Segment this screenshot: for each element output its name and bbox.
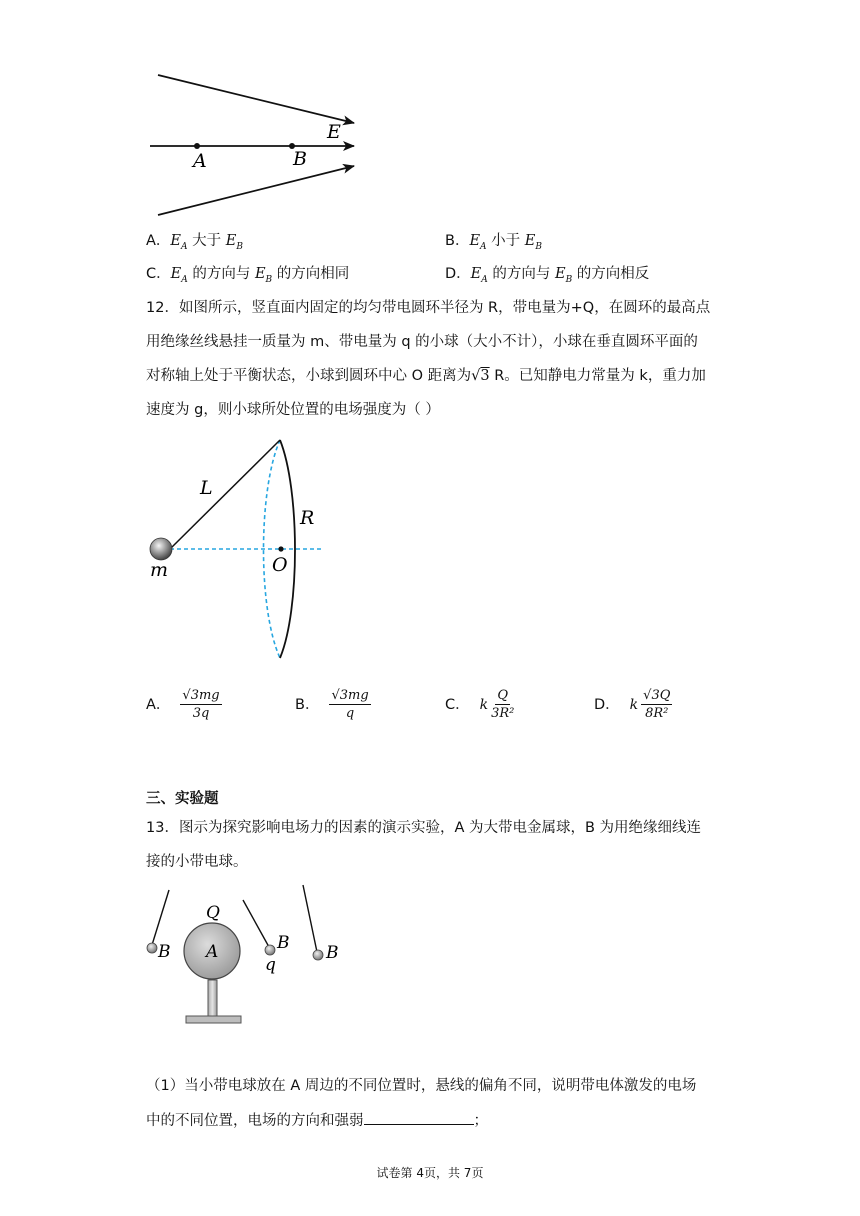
q12-option-a: A． $\frac{√3mg}{3q}$: [146, 688, 220, 721]
q11-option-a: A．$E_A$ 大于 $E_B$: [146, 233, 243, 252]
small-ball-b-1: [147, 943, 157, 953]
q12-line-3: 对称轴上处于平衡状态，小球到圆环中心 O 距离为√3 R。已知静电力常量为 k，重力加: [146, 368, 706, 384]
answer-blank[interactable]: [364, 1110, 474, 1125]
q13-part1-line-1: （1）当小带电球放在 A 周边的不同位置时，悬线的偏角不同，说明带电体激发的电场: [146, 1078, 697, 1094]
stand-base: [186, 1016, 241, 1023]
field-line-bottom: [158, 166, 354, 215]
label-a: A: [193, 150, 207, 172]
label-m: m: [150, 559, 169, 581]
fraction: $\frac{√3mg}{3q}$: [182, 688, 220, 721]
thread-1: [152, 890, 169, 945]
point-a-dot: [194, 143, 200, 149]
q11-option-d: D．$E_A$ 的方向与 $E_B$ 的方向相反: [445, 266, 650, 285]
q12-line-4: 速度为 g，则小球所处位置的电场强度为（ ）: [146, 402, 440, 418]
field-line-top: [158, 75, 354, 123]
q13-part1-line-2: 中的不同位置，电场的方向和强弱 ；: [146, 1110, 488, 1131]
small-ball-b-3: [313, 950, 323, 960]
field-lines-figure: [140, 65, 370, 225]
stand-pole: [208, 980, 217, 1016]
fraction: $\frac{√3mg}{q}$: [331, 688, 369, 721]
q13-line-2: 接的小带电球。: [146, 854, 248, 870]
section-title: 三、实验题: [146, 791, 219, 807]
label-q-big: Q: [206, 903, 220, 923]
q11-option-b: B．$E_A$ 小于 $E_B$: [445, 233, 542, 252]
q12-option-d: D． k $\frac{√3Q}{\text{8R²}}$: [594, 688, 671, 721]
sqrt-symbol: √3: [471, 368, 490, 384]
label-b-1: B: [158, 942, 171, 962]
q12-option-b: B． $\frac{√3mg}{q}$: [295, 688, 369, 721]
q13-line-1: 13．图示为探究影响电场力的因素的演示实验，A 为大带电金属球，B 为用绝缘细线连: [146, 820, 702, 836]
label-a-big: A: [206, 942, 219, 962]
q11-option-c: C．$E_A$ 的方向与 $E_B$ 的方向相同: [146, 266, 350, 285]
label-q-small: q: [265, 955, 276, 975]
label-o: O: [272, 554, 288, 576]
q12-line-1: 12．如图所示，竖直面内固定的均匀带电圆环半径为 R，带电量为+Q，在圆环的最高点: [146, 300, 711, 316]
label-l: L: [200, 477, 213, 499]
experiment-figure: [140, 880, 360, 1030]
center-o-dot: [278, 546, 283, 551]
label-r: R: [300, 507, 315, 529]
small-ball-b-2: [265, 945, 275, 955]
q12-option-c: C． k $\frac{Q}{\text{3R²}}$: [445, 688, 515, 721]
fraction: $\frac{√3Q}{\text{8R²}}$: [643, 688, 671, 721]
fraction: $\frac{Q}{\text{3R²}}$: [491, 688, 515, 721]
page-footer: 试卷第 4页，共 7页: [376, 1166, 484, 1180]
thread-3: [303, 885, 317, 952]
label-b-3: B: [326, 943, 339, 963]
thread-2: [243, 900, 269, 947]
label-e: E: [327, 121, 341, 143]
q12-line-2: 用绝缘丝线悬挂一质量为 m、带电量为 q 的小球（大小不计），小球在垂直圆环平面的: [146, 334, 698, 350]
label-b: B: [293, 148, 307, 170]
ball-m: [150, 538, 172, 560]
charged-ring-figure: [140, 430, 340, 670]
label-b-2: B: [277, 933, 290, 953]
